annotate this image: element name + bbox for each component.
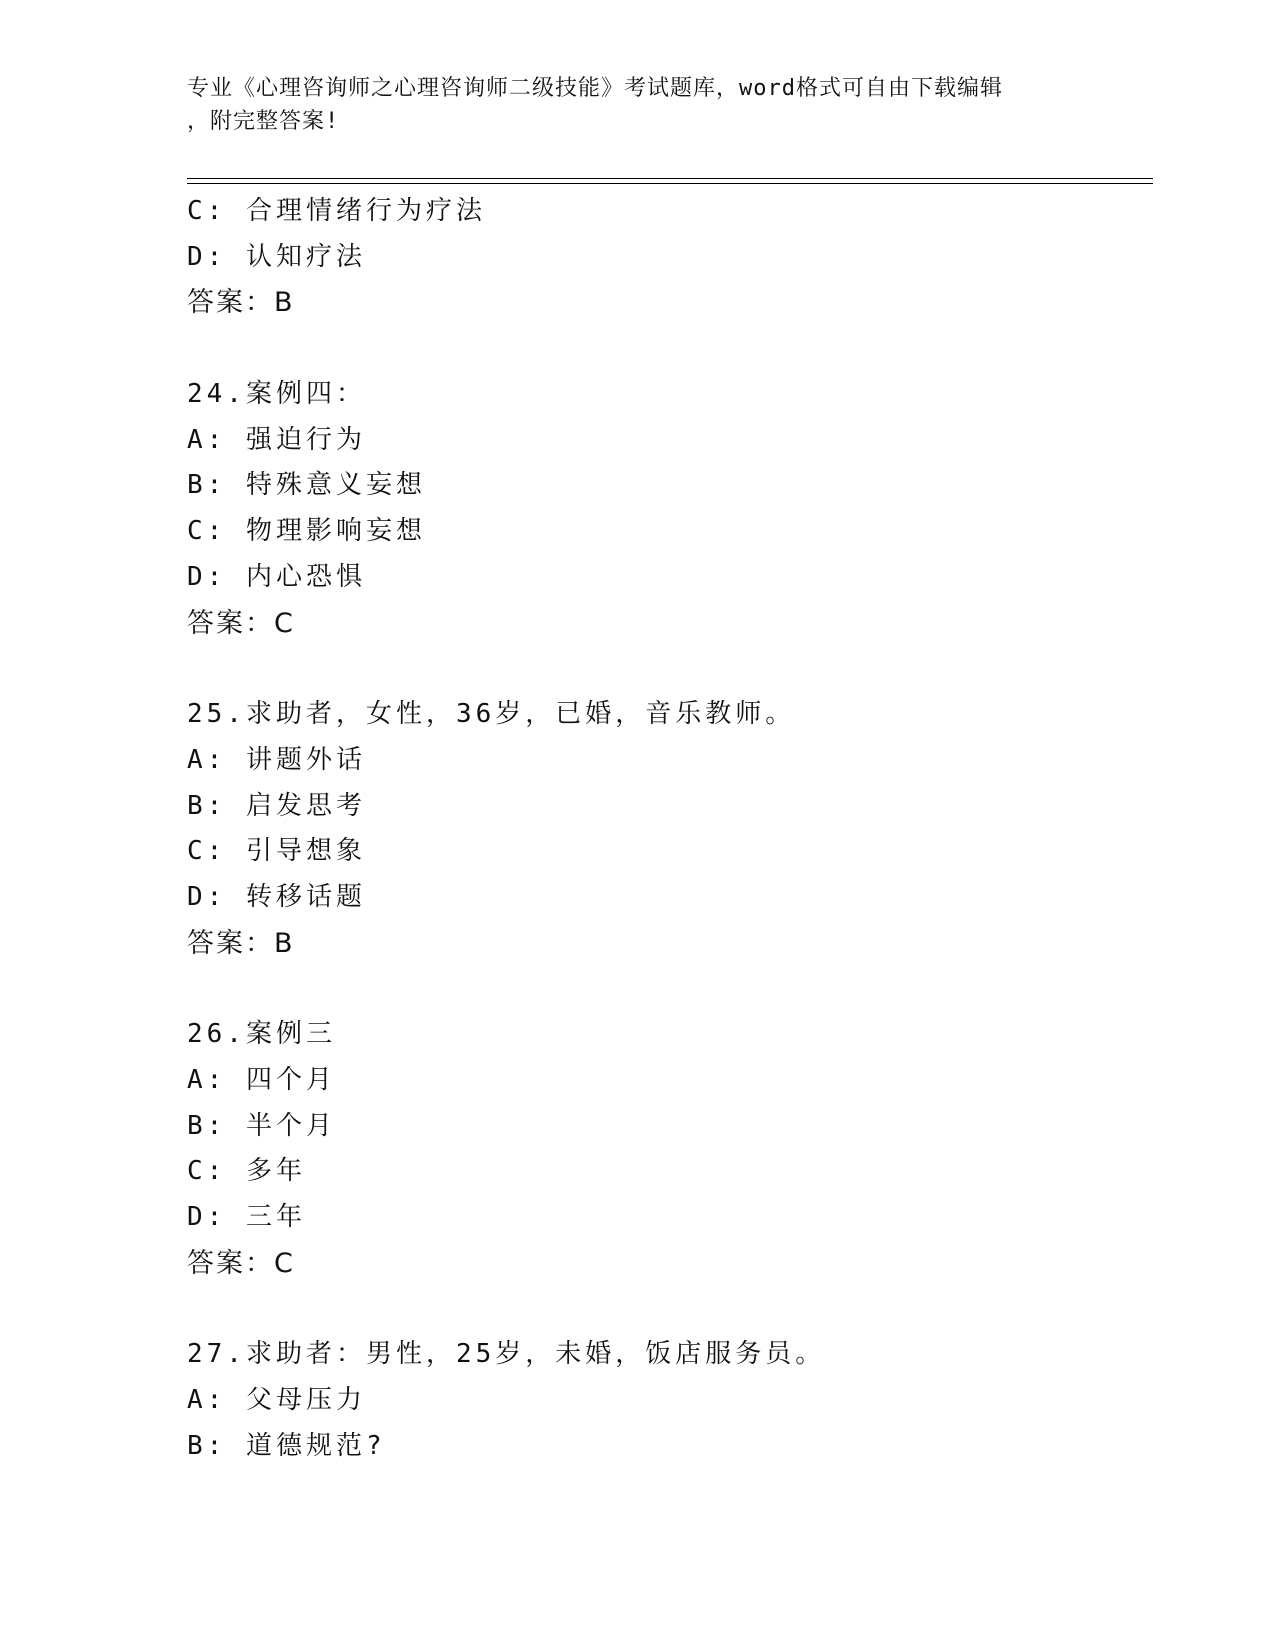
option-label: C: xyxy=(187,196,227,226)
option-text: 父母压力 xyxy=(245,1385,366,1416)
option-a xyxy=(187,738,1153,784)
option-text: 引导想象 xyxy=(245,836,366,867)
answer-line: 答案：C xyxy=(187,1247,295,1279)
option-label: C: xyxy=(187,836,227,867)
question-stem: 24.案例四： xyxy=(187,379,366,410)
option-text: 多年 xyxy=(245,1156,306,1187)
answer-line: 答案：B xyxy=(187,287,295,319)
spacer xyxy=(187,646,1153,692)
option-text: 四个月 xyxy=(245,1065,336,1095)
option-d xyxy=(187,875,1153,921)
option-label: B: xyxy=(187,470,227,501)
header-rule-bottom xyxy=(187,183,1153,184)
question-block xyxy=(187,372,1153,646)
option-d xyxy=(187,555,1153,601)
option-c xyxy=(187,1149,1153,1195)
question-block-partial xyxy=(187,189,1153,326)
option-text: 启发思考 xyxy=(245,790,366,821)
document-header xyxy=(187,72,1087,138)
option-b xyxy=(187,1424,1153,1470)
question-list xyxy=(187,189,1153,1470)
option-c xyxy=(187,509,1153,555)
option-label: D: xyxy=(187,241,227,272)
option-text: 讲题外话 xyxy=(245,744,366,775)
option-b xyxy=(187,1104,1153,1150)
question-block xyxy=(187,1332,1153,1469)
option-label: C: xyxy=(187,1156,227,1187)
option-c xyxy=(187,829,1153,875)
question-block xyxy=(187,692,1153,966)
option-text: 转移话题 xyxy=(245,881,366,912)
spacer xyxy=(187,966,1153,1012)
header-rule-top xyxy=(187,178,1153,179)
option-text: 强迫行为 xyxy=(245,424,366,455)
question-stem: 25.求助者，女性，36岁，已婚，音乐教师。 xyxy=(187,699,796,730)
option-label: D: xyxy=(187,561,227,592)
option-a xyxy=(187,1058,1153,1104)
spacer xyxy=(187,1286,1153,1332)
option-text: 合理情绪行为疗法 xyxy=(245,196,486,226)
option-text: 认知疗法 xyxy=(245,241,366,272)
answer-line: 答案：C xyxy=(187,607,295,639)
option-text: 三年 xyxy=(245,1202,306,1233)
option-label: A: xyxy=(187,744,227,775)
option-text: 内心恐惧 xyxy=(245,561,366,592)
option-label: B: xyxy=(187,1110,227,1141)
option-label: D: xyxy=(187,1202,227,1233)
option-d xyxy=(187,235,1153,281)
header-subtitle-line: ，附完整答案! xyxy=(187,109,340,134)
option-label: B: xyxy=(187,790,227,821)
question-block xyxy=(187,1012,1153,1286)
option-label: B: xyxy=(187,1430,227,1461)
option-text: 物理影响妄想 xyxy=(245,516,426,547)
spacer xyxy=(187,326,1153,372)
option-a xyxy=(187,1378,1153,1424)
question-stem: 27.求助者：男性，25岁，未婚，饭店服务员。 xyxy=(187,1339,826,1370)
option-label: C: xyxy=(187,516,227,547)
option-label: D: xyxy=(187,881,227,912)
option-b xyxy=(187,784,1153,830)
answer-line: 答案：B xyxy=(187,927,295,959)
question-stem: 26.案例三 xyxy=(187,1019,336,1050)
option-label: A: xyxy=(187,1065,227,1095)
option-text: 道德规范? xyxy=(245,1430,386,1461)
option-label: A: xyxy=(187,424,227,455)
option-label: A: xyxy=(187,1385,227,1416)
header-title-line: 专业《心理咨询师之心理咨询师二级技能》考试题库，word格式可自由下载编辑 xyxy=(187,76,1003,101)
option-a xyxy=(187,418,1153,464)
option-b xyxy=(187,463,1153,509)
option-d xyxy=(187,1195,1153,1241)
option-text: 特殊意义妄想 xyxy=(245,470,426,501)
option-c xyxy=(187,189,1153,235)
option-text: 半个月 xyxy=(245,1110,336,1141)
